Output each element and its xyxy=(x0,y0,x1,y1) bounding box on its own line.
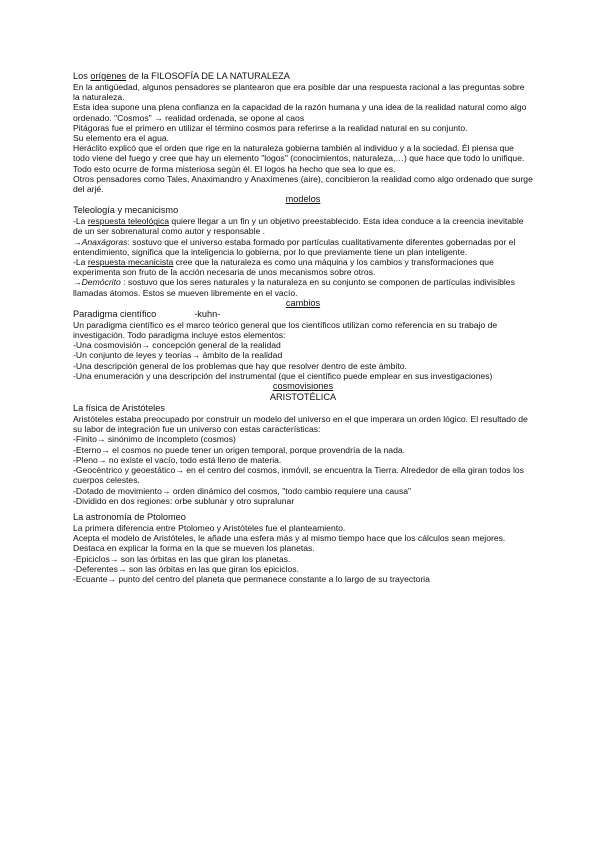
fisica-item-6: -Dividido en dos regiones: orbe sublunar y otro supralunar xyxy=(73,495,295,506)
section-heading-cambios: cambios xyxy=(285,297,321,308)
document-body xyxy=(73,71,533,584)
fisica-heading: La física de Aristóteles xyxy=(73,403,165,414)
intro-paragraph-1: En la antigüedad, algunos pensadores se plantearon que era posible dar una respuesta racional a las preguntas sobre la naturaleza. xyxy=(73,82,525,103)
anaxagoras-paragraph: →Anaxágoras: sostuvo que el universo estaba formado por partículas cualitativamente diferentes gobernadas por el entendimiento, significa que la inteligencia lo gobierna, por lo que previamente tiene un plan inteligente. xyxy=(73,236,516,257)
ptolomeo-paragraph-1: La primera diferencia entre Ptolomeo y Aristóteles fue el planteamiento. xyxy=(73,522,346,533)
fisica-item-5: -Dotado de movimiento→ orden dinámico del cosmos, "todo cambio requiere una causa" xyxy=(73,485,412,496)
section-heading-aristotelica: ARISTOTÉLICA xyxy=(269,392,337,403)
kuhn-label: -kuhn- xyxy=(194,308,221,319)
paradigma-item-3: -Una descripción general de los problemas que hay que resolver dentro de este ámbito. xyxy=(73,360,407,371)
ptolomeo-item-2: -Deferentes→ son las órbitas en las que giran los epiciclos. xyxy=(73,563,299,574)
ptolomeo-item-1: -Epiciclos→ son las órbitas en las que giran los planetas. xyxy=(73,553,291,564)
paradigma-item-2: -Un conjunto de leyes y teorías→ ámbito de la realidad xyxy=(73,350,283,361)
intro-paragraph-4: Su elemento era el agua. xyxy=(73,133,170,144)
mecanicista-paragraph: -La respuesta mecanicista cree que la naturaleza es como una máquina y los cambios y transformaciones que experimenta son fruto de la acción necesaria de unos mecanismos sobre otros. xyxy=(73,257,494,278)
fisica-item-2: -Eterno→ el cosmos no puede tener un origen temporal, porque provendría de la nada. xyxy=(73,444,406,455)
fisica-item-3: -Pleno→ no existe el vacío, todo está lleno de materia. xyxy=(73,454,282,465)
paradigma-intro: Un paradigma científico es el marco teórico general que los científicos utilizan como referencia en su trabajo de investigación. Todo paradigma incluye estos elementos: xyxy=(73,319,498,341)
democrito-paragraph: →Demócrito : sostuvo que los seres naturales y la naturaleza en su conjunto se componen de partículas indivisibles llamadas átomos. Estos se mueven libremente en el vacío. xyxy=(73,277,515,298)
paradigma-item-1: -Una cosmovisión→ concepción general de la realidad xyxy=(73,340,281,351)
title-underlined-word: orígenes xyxy=(90,71,127,81)
fisica-item-1: -Finito→ sinónimo de incompleto (cosmos) xyxy=(73,434,236,445)
teleologia-paragraph-1: -La respuesta teleológica quiere llegar a un fin y un objetivo preestablecido. Esta idea conduce a la creencia inevitable de un ser sobrenatural como autor y responsable . xyxy=(73,216,524,237)
fisica-item-4: -Geocéntrico y geoestático→ en el centro del cosmos, inmóvil, se encuentra la Tierra. Alrededor de ella giran todos los cuerpos celestes. xyxy=(73,465,524,486)
document-title: Los orígenes de la FILOSOFÍA DE LA NATURALEZA xyxy=(73,71,290,81)
paradigma-item-4: -Una enumeración y una descripción del instrumental (que el científico puede emplear en sus investigaciones) xyxy=(73,370,493,381)
section-heading-cosmovisiones: cosmovisiones xyxy=(272,381,334,392)
intro-paragraph-2: Esta idea supone una plena confianza en la capacidad de la razón humana y una idea de la realidad natural como algo ordenado. "Cosmos" → realidad ordenada, se opone al caos xyxy=(73,102,527,123)
section-heading-modelos: modelos xyxy=(285,194,321,205)
fisica-intro: Aristóteles estaba preocupado por construir un modelo del universo en el que imperara un orden lógico. El resultado de su labor de integración fue un universo con estas características: xyxy=(73,414,528,435)
intro-paragraph-3: Pitágoras fue el primero en utilizar el término cosmos para referirse a la realidad natural en su conjunto. xyxy=(73,122,468,133)
ptolomeo-item-3: -Ecuante→ punto del centro del planeta que permanece constante a lo largo de su trayectoria xyxy=(73,573,430,584)
ptolomeo-paragraph-2: Acepta el modelo de Aristóteles, le añade una esfera más y al mismo tiempo hace que los cálculos sean mejores. Destaca en explicar la forma en la que se mueven los planetas. xyxy=(73,533,506,554)
paradigma-heading: Paradigma científico -kuhn- xyxy=(73,308,221,319)
teleologia-heading: Teleología y mecanicismo xyxy=(73,205,179,216)
intro-paragraph-5: Heráclito explicó que el orden que rige en la naturaleza gobierna también al individuo y a la sociedad. Él piensa que todo viene del fuego y cree que hay un elemento "logos" (conocimientos, naturaleza,…) que hace que todo lo unifique. Todo esto ocurre de forma misteriosa según él. El logos ha hecho que sea lo que es. xyxy=(73,143,525,174)
ptolomeo-heading: La astronomía de Ptolomeo xyxy=(73,511,186,522)
intro-paragraph-6: Otros pensadores como Tales, Anaximandro y Anaxímenes (aire), concibieron la realidad como algo ordenado que surge del arjé. xyxy=(73,173,533,195)
